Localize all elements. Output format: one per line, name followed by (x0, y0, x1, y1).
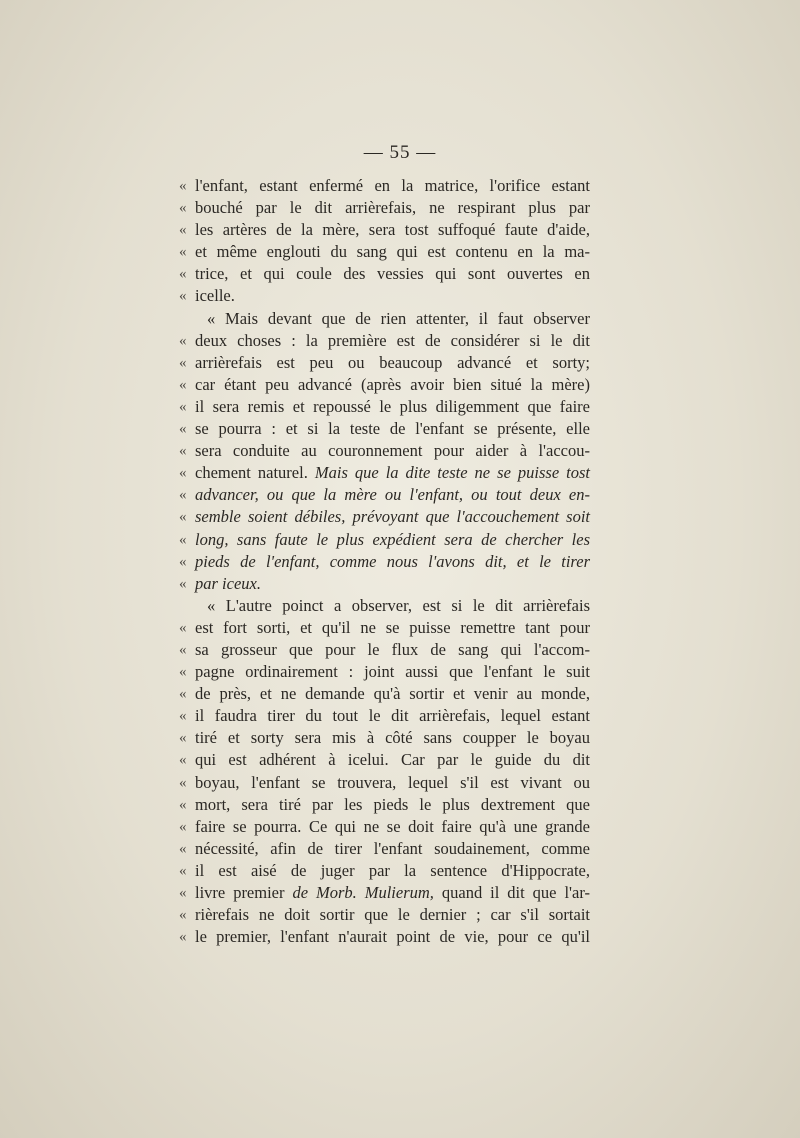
guillemet-marker: « (179, 398, 187, 415)
text-segment: qui est adhérent à icelui. Car par le guide du dit (195, 750, 590, 770)
guillemet-marker: « (179, 178, 187, 194)
text-segment: quand il dit que l'ar- (433, 883, 590, 902)
text-block (179, 175, 591, 948)
guillemet-marker: « (179, 686, 187, 703)
text-segment: « L'autre poinct a observer, est si le dit arrièrefais (207, 595, 590, 615)
text-segment: sera conduite au couronnement pour aider à l'accou- (195, 441, 590, 461)
text-line (179, 529, 590, 551)
guillemet-marker: « (179, 862, 187, 879)
text-line (179, 285, 590, 307)
guillemet-marker: « (179, 244, 187, 261)
text-segment: chement naturel. (195, 463, 315, 483)
text-line (179, 926, 590, 948)
text-line (179, 661, 590, 683)
guillemet-marker: « (179, 288, 187, 305)
text-line (179, 219, 590, 241)
guillemet-marker: « (179, 774, 187, 791)
guillemet-marker: « (179, 619, 187, 636)
italic-text: semble soient débiles, prévoyant que l'accouchement soit (195, 507, 590, 527)
text-line (179, 374, 590, 396)
text-segment: icelle. (195, 286, 235, 306)
text-segment: et même englouti du sang qui est contenu en la ma- (195, 242, 590, 262)
text-segment: est fort sorti, et qu'il ne se puisse remettre tant pour (195, 617, 590, 637)
text-line (179, 705, 590, 727)
text-segment: se pourra : et si la teste de l'enfant se présente, elle (195, 419, 590, 439)
text-line (179, 838, 590, 860)
text-line (179, 749, 590, 771)
guillemet-marker: « (179, 708, 187, 725)
text-line (179, 197, 590, 219)
text-segment: nécessité, afin de tirer l'enfant soudainement, comme (195, 838, 590, 858)
text-line (179, 330, 590, 352)
guillemet-marker: « (179, 575, 187, 592)
text-line (179, 904, 590, 926)
text-segment: tiré et sorty sera mis à côté sans coupper le boyau (195, 728, 590, 748)
text-segment: trice, et qui coule des vessies qui sont ouvertes en (195, 264, 590, 284)
text-line (179, 396, 590, 418)
guillemet-marker: « (179, 796, 187, 813)
page-number: — 55 — (363, 142, 437, 163)
text-line (179, 683, 590, 705)
guillemet-marker: « (179, 222, 187, 239)
guillemet-marker: « (179, 509, 187, 526)
text-segment: il faudra tirer du tout le dit arrièrefais, lequel estant (195, 706, 590, 726)
guillemet-marker: « (179, 929, 187, 946)
guillemet-marker: « (179, 332, 187, 349)
guillemet-marker: « (179, 487, 187, 504)
text-line (179, 551, 590, 573)
text-line (195, 595, 590, 617)
text-line (179, 772, 590, 794)
guillemet-marker: « (179, 752, 187, 769)
guillemet-marker: « (179, 885, 187, 901)
text-line (179, 440, 590, 462)
text-segment: mort, sera tiré par les pieds le plus dextrement que (195, 794, 590, 814)
text-segment: il sera remis et repoussé le plus diligemment que faire (195, 396, 590, 416)
text-segment: arrièrefais est peu ou beaucoup advancé et sorty; (195, 352, 590, 372)
text-segment: les artères de la mère, sera tost suffoqué faute d'aide, (195, 220, 590, 240)
italic-text: de Morb. Mulierum, (292, 883, 434, 902)
guillemet-marker: « (179, 553, 187, 570)
text-segment: deux choses : la première est de considérer si le dit (195, 330, 590, 350)
italic-text: advancer, ou que la mère ou l'enfant, ou tout deux en- (195, 485, 590, 505)
guillemet-marker: « (179, 266, 187, 283)
italic-text: Mais que la dite teste ne se puisse tost (314, 463, 591, 483)
text-line (179, 617, 590, 639)
guillemet-marker: « (179, 376, 187, 393)
text-segment: rièrefais ne doit sortir que le dernier ; car s'il sortait (195, 905, 590, 925)
text-segment: boyau, l'enfant se trouvera, lequel s'il est vivant ou (195, 772, 590, 792)
guillemet-marker: « (179, 730, 187, 747)
guillemet-marker: « (179, 840, 187, 857)
guillemet-marker: « (179, 818, 187, 835)
guillemet-marker: « (179, 354, 187, 371)
guillemet-marker: « (179, 531, 187, 548)
text-segment: faire se pourra. Ce qui ne se doit faire qu'à une grande (195, 816, 590, 836)
text-segment: il est aisé de juger par la sentence d'Hippocrate, (195, 860, 590, 880)
text-segment: sa grosseur que pour le flux de sang qui l'accom- (195, 639, 590, 659)
text-line (179, 882, 590, 904)
text-line (179, 462, 591, 484)
guillemet-marker: « (179, 907, 187, 924)
text-segment: l'enfant, estant enfermé en la matrice, l'orifice estant (195, 176, 590, 195)
text-line (195, 308, 590, 330)
text-line (179, 816, 590, 838)
text-segment: livre premier (195, 883, 293, 902)
text-line (179, 506, 590, 528)
text-segment: car étant peu advancé (après avoir bien situé la mère) (195, 374, 590, 394)
text-line (179, 241, 590, 263)
guillemet-marker: « (179, 200, 187, 217)
text-segment: bouché par le dit arrièrefais, ne respirant plus par (195, 198, 590, 218)
text-line (179, 484, 590, 506)
text-line (179, 263, 590, 285)
text-line (179, 573, 590, 595)
guillemet-marker: « (179, 664, 187, 681)
guillemet-marker: « (179, 443, 187, 460)
text-line (179, 418, 590, 440)
text-line (179, 727, 590, 749)
guillemet-marker: « (179, 641, 187, 658)
text-line (179, 639, 590, 661)
text-line (179, 794, 590, 816)
text-segment: pagne ordinairement : joint aussi que l'enfant le suit (195, 662, 590, 682)
italic-text: long, sans faute le plus expédient sera de chercher les (195, 529, 590, 549)
guillemet-marker: « (179, 465, 187, 482)
guillemet-marker: « (179, 421, 187, 438)
italic-text: par iceux. (195, 573, 261, 593)
text-segment: « Mais devant que de rien attenter, il faut observer (207, 308, 590, 328)
text-line (179, 352, 590, 374)
text-line (179, 175, 590, 197)
text-segment: le premier, l'enfant n'aurait point de vie, pour ce qu'il (195, 927, 590, 947)
italic-text: pieds de l'enfant, comme nous l'avons dit, et le tirer (195, 551, 590, 571)
text-line (179, 860, 590, 882)
text-segment: de près, et ne demande qu'à sortir et venir au monde, (195, 684, 590, 704)
